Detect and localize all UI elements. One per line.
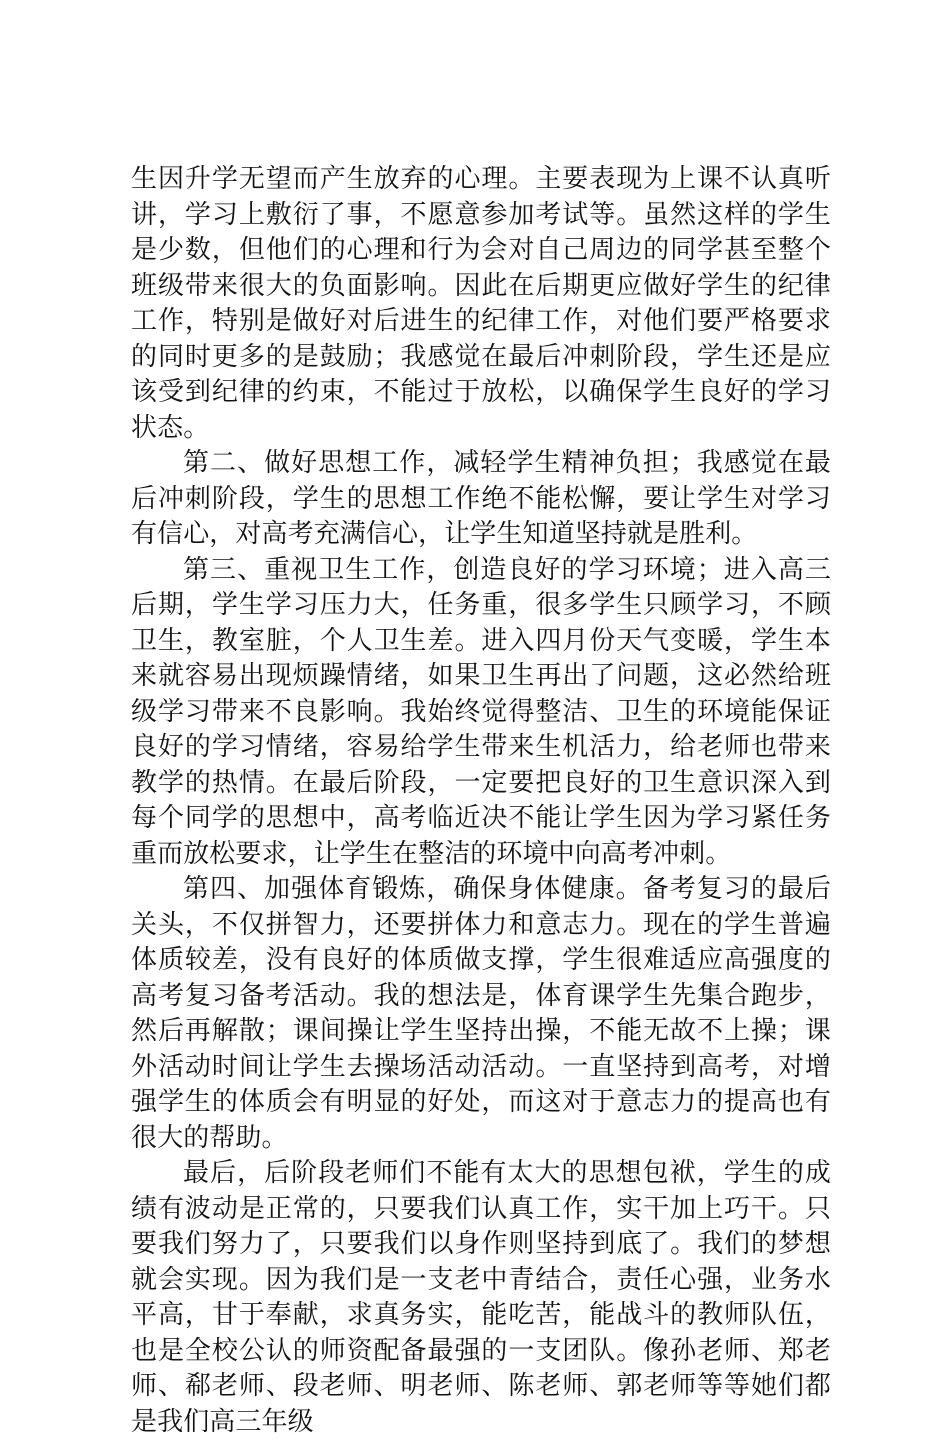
paragraph-third-point: 第三、重视卫生工作，创造良好的学习环境；进入高三后期，学生学习压力大，任务重，很多学生只顾学习，不顾卫生，教室脏，个人卫生差。进入四月份天气变暖，学生本来就容易出现烦躁情绪，如果卫生再出了问题，这必然给班级学习带来不良影响。我始终觉得整洁、卫生的环境能保证良好的学习情绪，容易给学生带来生机活力，给老师也带来教学的热情。在最后阶段，一定要把良好的卫生意识深入到每个同学的思想中，高考临近决不能让学生因为学习紧任务重而放松要求，让学生在整洁的环境中向高考冲刺。: [131, 554, 831, 869]
document-body: [131, 162, 831, 1440]
paragraph-continuation: 生因升学无望而产生放弃的心理。主要表现为上课不认真听讲，学习上敷衍了事，不愿意参加考试等。虽然这样的学生是少数，但他们的心理和行为会对自己周边的同学甚至整个班级带来很大的负面影响。因此在后期更应做好学生的纪律工作，特别是做好对后进生的纪律工作，对他们要严格要求的同时更多的是鼓励；我感觉在最后冲刺阶段，学生还是应该受到纪律的约束，不能过于放松，以确保学生良好的学习状态。: [131, 164, 831, 443]
paragraph-final-point: 最后，后阶段老师们不能有太大的思想包袱，学生的成绩有波动是正常的，只要我们认真工作，实干加上巧干。只要我们努力了，只要我们以身作则坚持到底了。我们的梦想就会实现。因为我们是一支老中青结合，责任心强，业务水平高，甘于奉献，求真务实，能吃苦，能战斗的教师队伍，也是全校公认的师资配备最强的一支团队。像孙老师、郑老师、郗老师、段老师、明老师、陈老师、郭老师等等她们都是我们高三年级: [131, 1158, 831, 1437]
paragraph-second-point: 第二、做好思想工作，减轻学生精神负担；我感觉在最后冲刺阶段，学生的思想工作绝不能松懈，要让学生对学习有信心，对高考充满信心，让学生知道坚持就是胜利。: [131, 448, 831, 549]
paragraph-fourth-point: 第四、加强体育锻炼，确保身体健康。备考复习的最后关头，不仅拼智力，还要拼体力和意志力。现在的学生普遍体质较差，没有良好的体质做支撑，学生很难适应高强度的高考复习备考活动。我的想法是，体育课学生先集合跑步，然后再解散；课间操让学生坚持出操，不能无故不上操；课外活动时间让学生去操场活动活动。一直坚持到高考，对增强学生的体质会有明显的好处，而这对于意志力的提高也有很大的帮助。: [131, 874, 831, 1153]
